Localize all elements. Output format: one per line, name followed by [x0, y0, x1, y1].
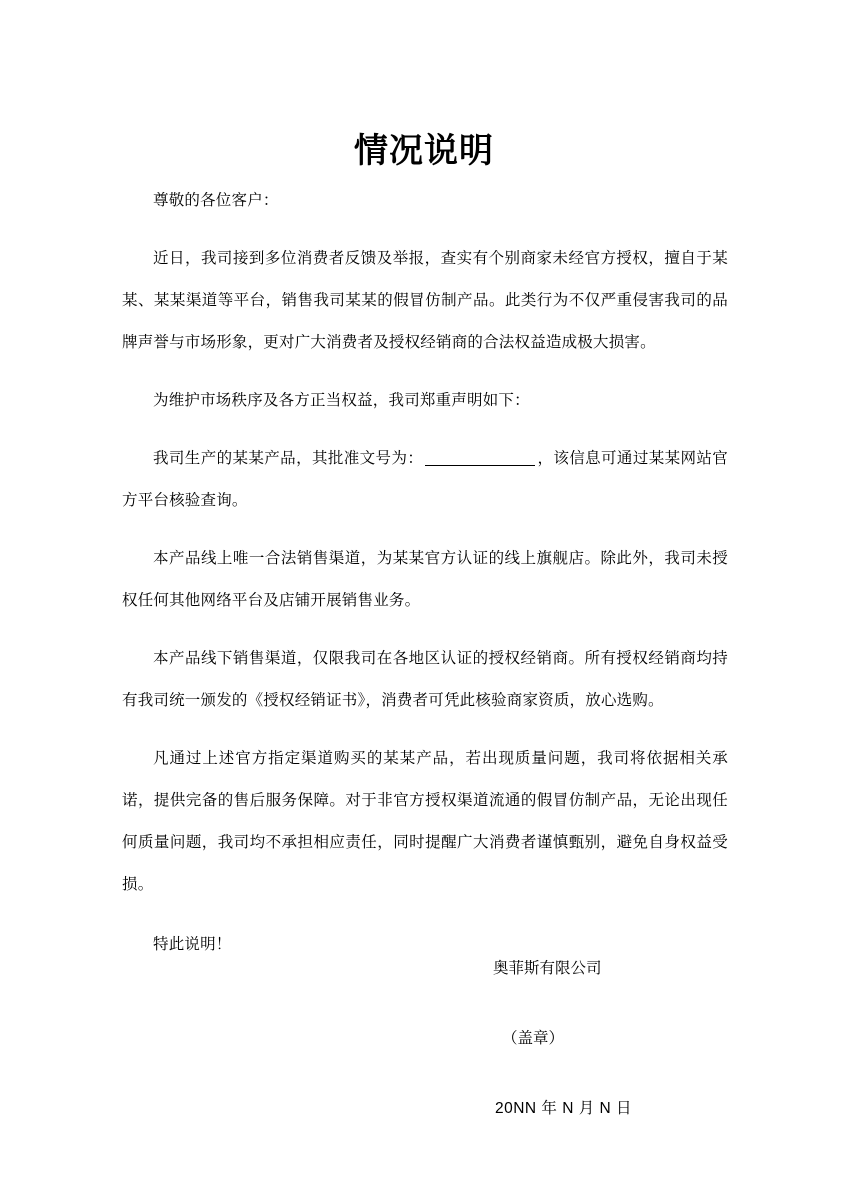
spacer — [122, 364, 728, 380]
closing-statement: 特此说明！ — [153, 936, 232, 953]
paragraph-online-channel: 本产品线上唯一合法销售渠道，为某某官方认证的线上旗舰店。除此外，我司未授权任何其他网络平台及店铺开展销售业务。 — [122, 550, 728, 609]
spacer — [122, 422, 728, 438]
approval-number-blank-field[interactable] — [425, 449, 535, 466]
paragraph-approval-number — [122, 438, 728, 522]
spacer — [122, 906, 728, 924]
paragraph-quality-liability: 凡通过上述官方指定渠道购买的某某产品，若出现质量问题，我司将依据相关承诺，提供完备的售后服务保障。对于非官方授权渠道流通的假冒仿制产品，无论出现任何质量问题，我司均不承担相应责任，同时提醒广大消费者谨慎甄别，避免自身权益受损。 — [122, 750, 728, 893]
salutation: 尊敬的各位客户： — [153, 192, 279, 209]
paragraph-counterfeit-report: 近日，我司接到多位消费者反馈及举报，查实有个别商家未经官方授权，擅自于某某、某某渠道等平台，销售我司某某的假冒仿制产品。此类行为不仅严重侵害我司的品牌声誉与市场形象，更对广大消费者及授权经销商的合法权益造成极大损害。 — [122, 250, 728, 351]
signature-block — [493, 948, 793, 1130]
signature-company-name: 奥菲斯有限公司 — [493, 960, 602, 977]
approval-prefix-text: 我司生产的某某产品，其批准文号为： — [153, 450, 424, 467]
document-body — [122, 180, 728, 966]
signature-date: 20NN 年 N 月 N 日 — [495, 1100, 633, 1117]
spacer — [122, 722, 728, 738]
spacer — [122, 522, 728, 538]
paragraph-statement-intro: 为维护市场秩序及各方正当权益，我司郑重声明如下： — [153, 392, 530, 409]
signature-seal-placeholder: （盖章） — [502, 1030, 565, 1047]
paragraph-offline-channel: 本产品线下销售渠道，仅限我司在各地区认证的授权经销商。所有授权经销商均持有我司统一颁发的《授权经销证书》，消费者可凭此核验商家资质，放心选购。 — [122, 650, 728, 709]
spacer — [122, 622, 728, 638]
spacer — [122, 222, 728, 238]
page-title: 情况说明 — [354, 131, 494, 170]
approval-suffix-text: ，该信息可通过某某网站官方平台核验查询。 — [122, 450, 729, 509]
